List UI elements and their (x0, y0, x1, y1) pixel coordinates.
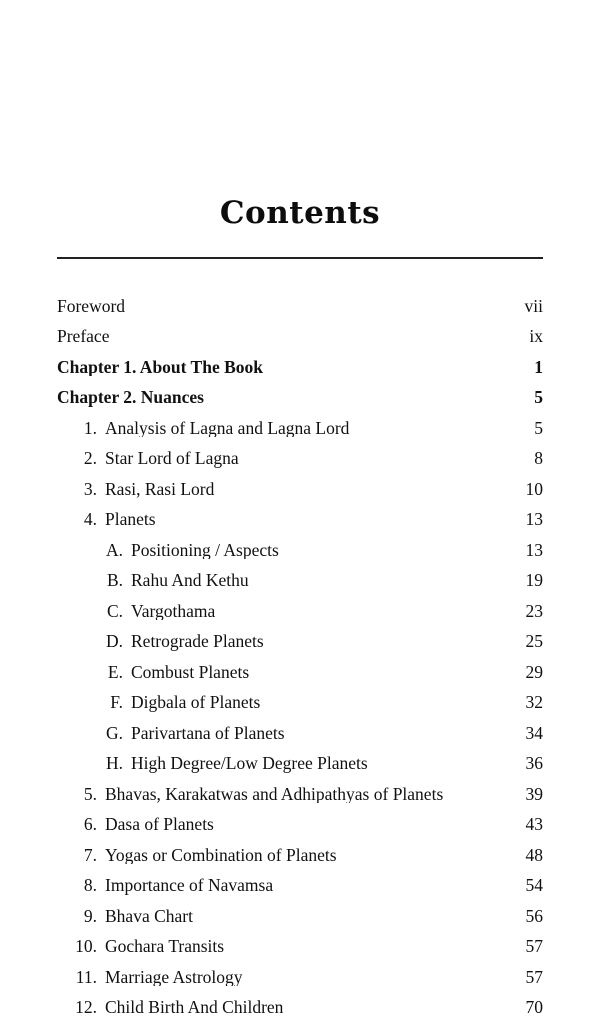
toc-entry-page-number: 10 (525, 478, 543, 499)
toc-entry[interactable] (57, 505, 543, 536)
toc-entry[interactable] (57, 444, 543, 475)
toc-entry[interactable] (57, 535, 543, 566)
page-title: Contents (219, 195, 381, 231)
toc-entry-number: 2. (83, 448, 97, 469)
toc-entry-number: 10. (75, 936, 97, 957)
toc-entry-label: Positioning / Aspects (131, 541, 279, 560)
toc-entry-number: H. (105, 753, 123, 774)
table-of-contents (57, 291, 543, 1023)
toc-entry-label: Retrograde Planets (131, 633, 264, 651)
toc-entry-label: Bhava Chart (105, 907, 193, 926)
toc-entry-number: B. (106, 570, 123, 591)
toc-entry[interactable] (57, 962, 543, 993)
toc-entry-label: Rasi, Rasi Lord (105, 480, 215, 499)
toc-entry-page-number: 5 (534, 387, 543, 408)
toc-entry-number: F. (110, 692, 123, 713)
toc-entry-page-number: 32 (525, 692, 543, 713)
toc-entry[interactable] (57, 810, 543, 841)
toc-entry-number: E. (107, 661, 123, 682)
toc-entry-page-number: 36 (525, 753, 543, 774)
toc-entry-label: Foreword (57, 297, 126, 316)
toc-entry[interactable] (57, 474, 543, 505)
toc-entry-page-number: 13 (525, 509, 543, 530)
toc-entry-number: 12. (75, 997, 97, 1018)
toc-entry-page-number: 57 (525, 936, 543, 957)
toc-entry-number: 3. (83, 478, 97, 499)
toc-entry-label: Digbala of Planets (131, 694, 261, 712)
toc-entry-label: Chapter 2. Nuances (57, 389, 204, 407)
toc-entry-label: Gochara Transits (105, 938, 225, 956)
toc-entry-page-number: 19 (525, 570, 543, 591)
toc-entry[interactable] (57, 291, 543, 322)
toc-entry[interactable] (57, 322, 543, 353)
toc-entry-page-number: ix (529, 326, 543, 347)
toc-entry[interactable] (57, 718, 543, 749)
toc-entry-page-number: 57 (525, 966, 543, 987)
toc-entry-page-number: 29 (525, 661, 543, 682)
toc-entry-number: 7. (83, 844, 97, 865)
toc-entry-number: 11. (75, 966, 97, 987)
toc-entry-number: 9. (83, 905, 97, 926)
toc-entry-page-number: 1 (534, 356, 543, 377)
toc-entry[interactable] (57, 627, 543, 658)
toc-entry[interactable] (57, 413, 543, 444)
toc-entry-page-number: vii (524, 295, 543, 316)
toc-entry[interactable] (57, 688, 543, 719)
toc-entry-label: Chapter 1. About The Book (57, 358, 264, 377)
toc-entry-page-number: 8 (534, 448, 543, 469)
toc-entry-label: Planets (105, 511, 156, 529)
toc-entry-label: High Degree/Low Degree Planets (131, 755, 368, 773)
toc-entry-label: Parivartana of Planets (131, 724, 285, 743)
toc-entry-page-number: 54 (525, 875, 543, 896)
toc-entry-label: Importance of Navamsa (105, 877, 274, 895)
toc-entry[interactable] (57, 993, 543, 1023)
toc-entry-label: Dasa of Planets (105, 816, 214, 834)
toc-entry[interactable] (57, 901, 543, 932)
toc-entry-number: 1. (83, 417, 97, 438)
toc-entry[interactable] (57, 596, 543, 627)
toc-entry-number: D. (105, 631, 123, 652)
toc-entry-label: Star Lord of Lagna (105, 450, 239, 468)
toc-entry-page-number: 13 (525, 539, 543, 560)
title-divider (57, 257, 543, 261)
toc-entry-number: 4. (83, 509, 97, 530)
toc-entry[interactable] (57, 932, 543, 963)
toc-entry[interactable] (57, 383, 543, 414)
toc-entry[interactable] (57, 779, 543, 810)
toc-entry[interactable] (57, 749, 543, 780)
toc-entry-number: A. (105, 539, 123, 560)
toc-entry-number: 8. (83, 875, 97, 896)
toc-entry-page-number: 70 (525, 997, 543, 1018)
toc-entry-page-number: 5 (534, 417, 543, 438)
toc-entry-label: Rahu And Kethu (131, 572, 249, 590)
toc-entry-label: Preface (57, 328, 110, 346)
toc-entry-label: Child Birth And Children (105, 999, 284, 1017)
toc-entry-number: 6. (83, 814, 97, 835)
toc-entry-page-number: 48 (525, 844, 543, 865)
toc-entry-label: Bhavas, Karakatwas and Adhipathyas of Planets (105, 785, 444, 804)
toc-entry[interactable] (57, 352, 543, 383)
toc-entry-label: Combust Planets (131, 663, 250, 682)
toc-entry-page-number: 34 (525, 722, 543, 743)
toc-entry-number: 5. (83, 783, 97, 804)
toc-entry-label: Marriage Astrology (105, 968, 243, 987)
toc-entry[interactable] (57, 566, 543, 597)
toc-entry-number: C. (106, 600, 123, 621)
toc-entry-page-number: 25 (525, 631, 543, 652)
toc-entry[interactable] (57, 840, 543, 871)
toc-entry-page-number: 43 (525, 814, 543, 835)
toc-entry[interactable] (57, 657, 543, 688)
toc-entry-label: Yogas or Combination of Planets (105, 846, 337, 865)
toc-entry-page-number: 23 (525, 600, 543, 621)
toc-entry-page-number: 56 (525, 905, 543, 926)
toc-entry-number: G. (105, 722, 123, 743)
toc-entry-label: Analysis of Lagna and Lagna Lord (105, 419, 350, 438)
toc-entry-label: Vargothama (131, 602, 216, 621)
toc-entry-page-number: 39 (525, 783, 543, 804)
toc-entry[interactable] (57, 871, 543, 902)
